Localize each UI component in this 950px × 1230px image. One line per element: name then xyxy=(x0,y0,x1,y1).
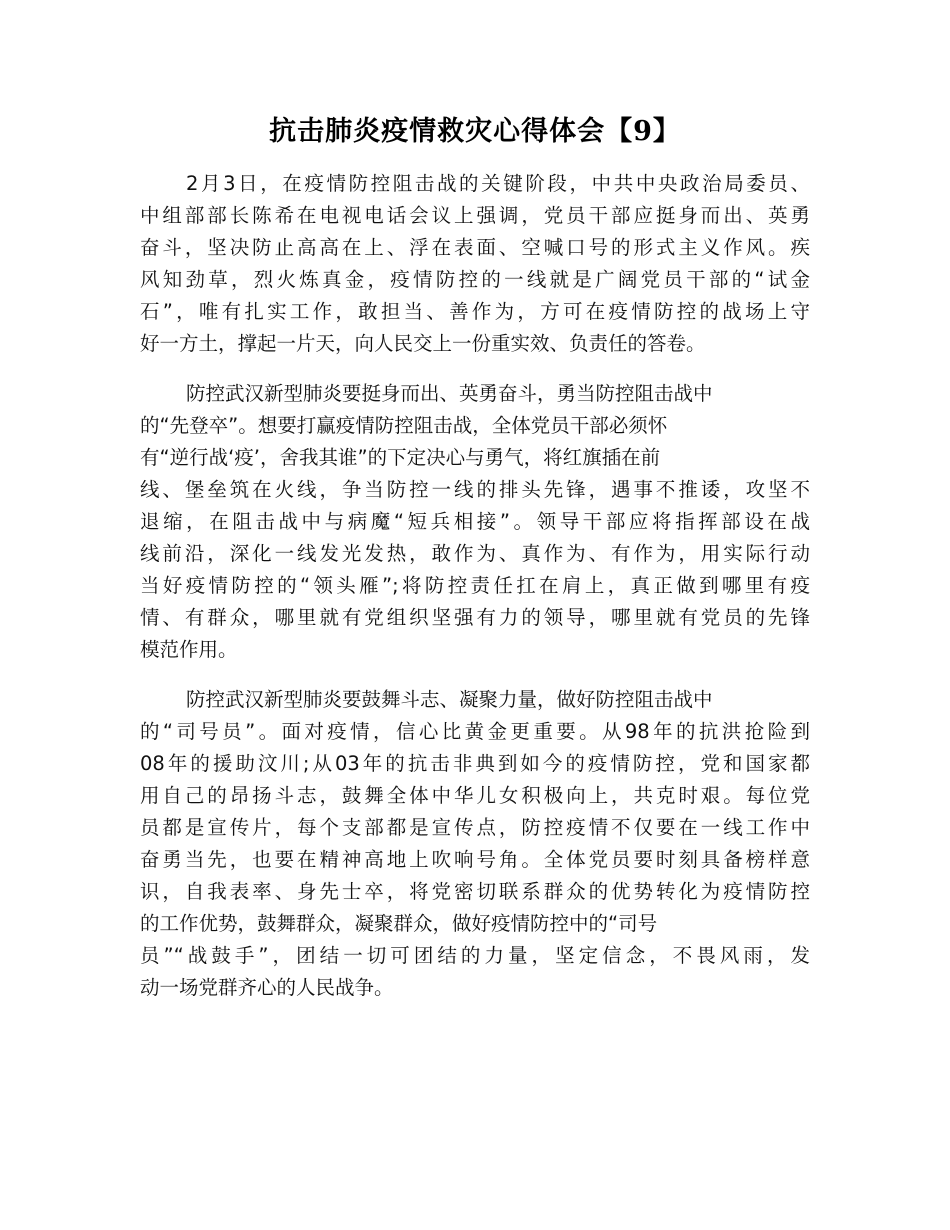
paragraph-line: 员都是宣传片，每个支部都是宣传点，防控疫情不仅要在一线工作中 xyxy=(140,816,810,839)
paragraph-line: 好一方土，撑起一片天，向人民交上一份重实效、负责任的答卷。 xyxy=(140,332,706,355)
paragraph-3 xyxy=(140,684,810,1004)
paragraph-line: 员”“战鼓手”，团结一切可团结的力量，坚定信念，不畏风雨，发 xyxy=(140,944,810,967)
paragraph-1 xyxy=(140,168,810,360)
paragraph-line: 退缩，在阻击战中与病魔“短兵相接”。领导干部应将指挥部设在战 xyxy=(140,510,810,533)
paragraph-line: 08年的援助汶川;从03年的抗击非典到如今的疫情防控，党和国家都 xyxy=(140,752,810,775)
paragraph-line: 奋斗，坚决防止高高在上、浮在表面、空喊口号的形式主义作风。疾 xyxy=(140,236,810,259)
paragraph-line: 线前沿，深化一线发光发热，敢作为、真作为、有作为，用实际行动 xyxy=(140,542,810,565)
document-title: 抗击肺炎疫情救灾心得体会【9】 xyxy=(269,116,681,147)
paragraph-line: 识，自我表率、身先士卒，将党密切联系群众的优势转化为疫情防控 xyxy=(140,880,810,903)
paragraph-line: 有“逆行战‘疫’，舍我其谁”的下定决心与勇气，将红旗插在前 xyxy=(140,446,661,469)
paragraph-line: 的工作优势，鼓舞群众，凝聚群众，做好疫情防控中的“司号 xyxy=(140,912,658,935)
paragraph-line: 2月3日，在疫情防控阻击战的关键阶段，中共中央政治局委员、 xyxy=(186,172,810,195)
paragraph-line: 线、堡垒筑在火线，争当防控一线的排头先锋，遇事不推诿，攻坚不 xyxy=(140,478,810,501)
paragraph-line: 当好疫情防控的“领头雁”;将防控责任扛在肩上，真正做到哪里有疫 xyxy=(140,574,810,597)
paragraph-2 xyxy=(140,378,810,666)
paragraph-line: 用自己的昂扬斗志，鼓舞全体中华儿女积极向上，共克时艰。每位党 xyxy=(140,784,810,807)
paragraph-line: 中组部部长陈希在电视电话会议上强调，党员干部应挺身而出、英勇 xyxy=(140,204,810,227)
paragraph-line: 奋勇当先，也要在精神高地上吹响号角。全体党员要时刻具备榜样意 xyxy=(140,848,810,871)
paragraph-line: 模范作用。 xyxy=(140,638,238,661)
paragraph-line: 防控武汉新型肺炎要挺身而出、英勇奋斗，勇当防控阻击战中 xyxy=(186,382,713,405)
paragraph-line: 石”，唯有扎实工作，敢担当、善作为，方可在疫情防控的战场上守 xyxy=(140,300,810,323)
paragraph-line: 动一场党群齐心的人民战争。 xyxy=(140,976,394,999)
paragraph-line: 的“先登卒”。想要打赢疫情防控阻击战，全体党员干部必须怀 xyxy=(140,414,668,437)
paragraph-line: 情、有群众，哪里就有党组织坚强有力的领导，哪里就有党员的先锋 xyxy=(140,606,810,629)
paragraph-line: 的“司号员”。面对疫情，信心比黄金更重要。从98年的抗洪抢险到 xyxy=(140,720,810,743)
paragraph-line: 防控武汉新型肺炎要鼓舞斗志、凝聚力量，做好防控阻击战中 xyxy=(186,688,713,711)
paragraph-line: 风知劲草，烈火炼真金，疫情防控的一线就是广阔党员干部的“试金 xyxy=(140,268,810,291)
document-body xyxy=(140,168,810,1022)
